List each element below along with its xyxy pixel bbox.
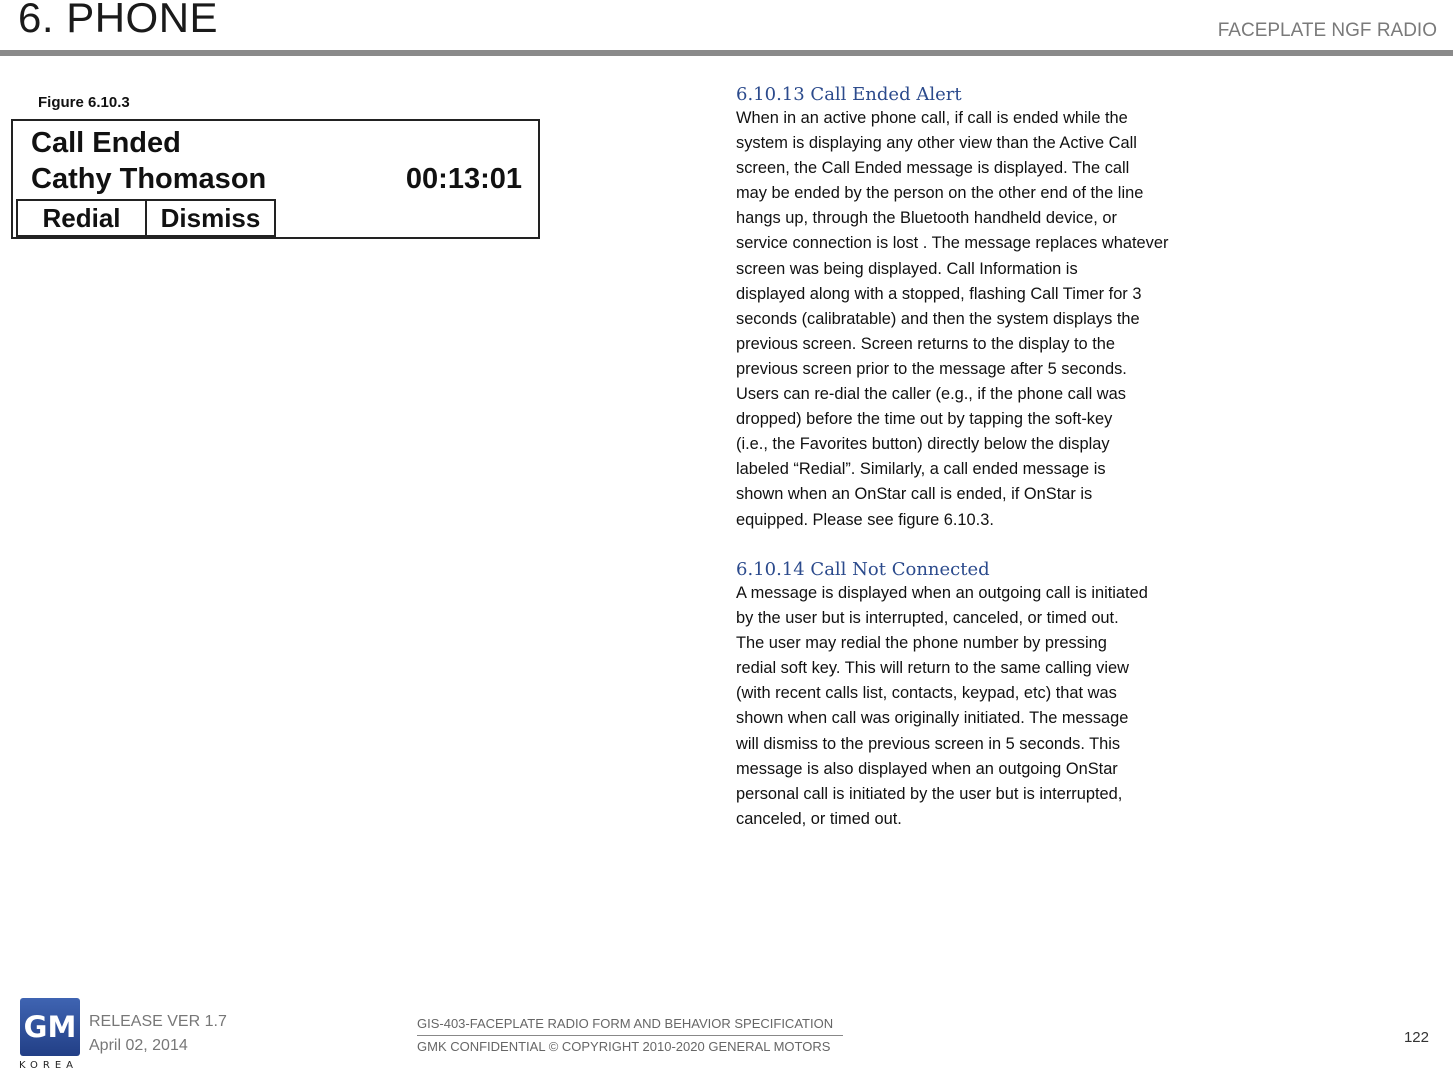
section-heading: 6.10.14 Call Not Connected	[736, 559, 990, 580]
body-line: will dismiss to the previous screen in 5 seconds. This	[736, 734, 1121, 753]
release-info	[89, 1010, 227, 1058]
body-line: system is displaying any other view than the Active Call	[736, 134, 1137, 153]
body-line: may be ended by the person on the other end of the line	[736, 184, 1144, 203]
body-line: previous screen prior to the message after 5 seconds.	[736, 359, 1127, 378]
page-section-title: 6. PHONE	[18, 0, 219, 41]
body-line: (i.e., the Favorites button) directly below the display	[736, 435, 1110, 454]
release-version: RELEASE VER 1.7	[89, 1013, 227, 1030]
body-line: When in an active phone call, if call is ended while the	[736, 109, 1128, 127]
body-line: The user may redial the phone number by pressing	[736, 634, 1107, 653]
call-timer: 00:13:01	[405, 163, 522, 195]
body-line: seconds (calibratable) and then the system displays the	[736, 309, 1140, 328]
body-line: Users can re-dial the caller (e.g., if the phone call was	[736, 385, 1126, 404]
body-line: redial soft key. This will return to the same calling view	[736, 659, 1129, 678]
body-line: screen, the Call Ended message is displayed. The call	[736, 159, 1130, 178]
softkey-bar	[16, 199, 276, 237]
section-call-not-connected	[736, 559, 1256, 832]
body-line: personal call is initiated by the user but is interrupted,	[736, 784, 1123, 803]
figure-label: Figure 6.10.3	[38, 94, 130, 111]
body-line: shown when call was originally initiated. The message	[736, 709, 1129, 728]
gm-logo: GM	[20, 998, 80, 1056]
section-heading: 6.10.13 Call Ended Alert	[736, 84, 962, 105]
body-line: shown when an OnStar call is ended, if OnStar is	[736, 485, 1093, 504]
body-line: service connection is lost . The message replaces whatever	[736, 234, 1169, 253]
dismiss-softkey[interactable]: Dismiss	[145, 199, 276, 237]
body-line: previous screen. Screen returns to the display to the	[736, 334, 1116, 353]
release-date: April 02, 2014	[89, 1037, 188, 1054]
footer-spec	[417, 1013, 843, 1058]
gm-korea-wordmark: KOREA	[19, 1060, 78, 1071]
redial-softkey[interactable]: Redial	[16, 199, 147, 237]
confidential-notice: GMK CONFIDENTIAL © COPYRIGHT 2010-2020 GENERAL MOTORS	[417, 1039, 831, 1054]
call-ended-display-mockup	[11, 119, 540, 239]
body-line: (with recent calls list, contacts, keypad, etc) that was	[736, 684, 1117, 703]
body-line: hangs up, through the Bluetooth handheld device, or	[736, 209, 1117, 228]
page-number: 122	[1403, 1029, 1429, 1046]
product-name: FACEPLATE NGF RADIO	[1217, 20, 1437, 41]
header-divider	[0, 50, 1453, 56]
body-line: labeled “Redial”. Similarly, a call ended message is	[736, 460, 1106, 479]
body-line: by the user but is interrupted, canceled, or timed out.	[736, 609, 1119, 628]
body-line: message is also displayed when an outgoing OnStar	[736, 759, 1118, 778]
body-line: equipped. Please see figure 6.10.3.	[736, 510, 994, 529]
section-call-ended-alert	[736, 84, 1256, 533]
spec-title: GIS-403-FACEPLATE RADIO FORM AND BEHAVIOR SPECIFICATION	[417, 1013, 843, 1036]
section-body	[736, 581, 1256, 832]
section-body	[736, 106, 1256, 533]
body-line: dropped) before the time out by tapping the soft-key	[736, 410, 1113, 429]
call-status-text: Call Ended	[31, 127, 181, 159]
caller-name: Cathy Thomason	[31, 163, 267, 195]
body-line: canceled, or timed out.	[736, 809, 902, 828]
body-line: displayed along with a stopped, flashing Call Timer for 3	[736, 284, 1142, 303]
body-line: A message is displayed when an outgoing call is initiated	[736, 584, 1148, 602]
body-line: screen was being displayed. Call Information is	[736, 259, 1078, 278]
